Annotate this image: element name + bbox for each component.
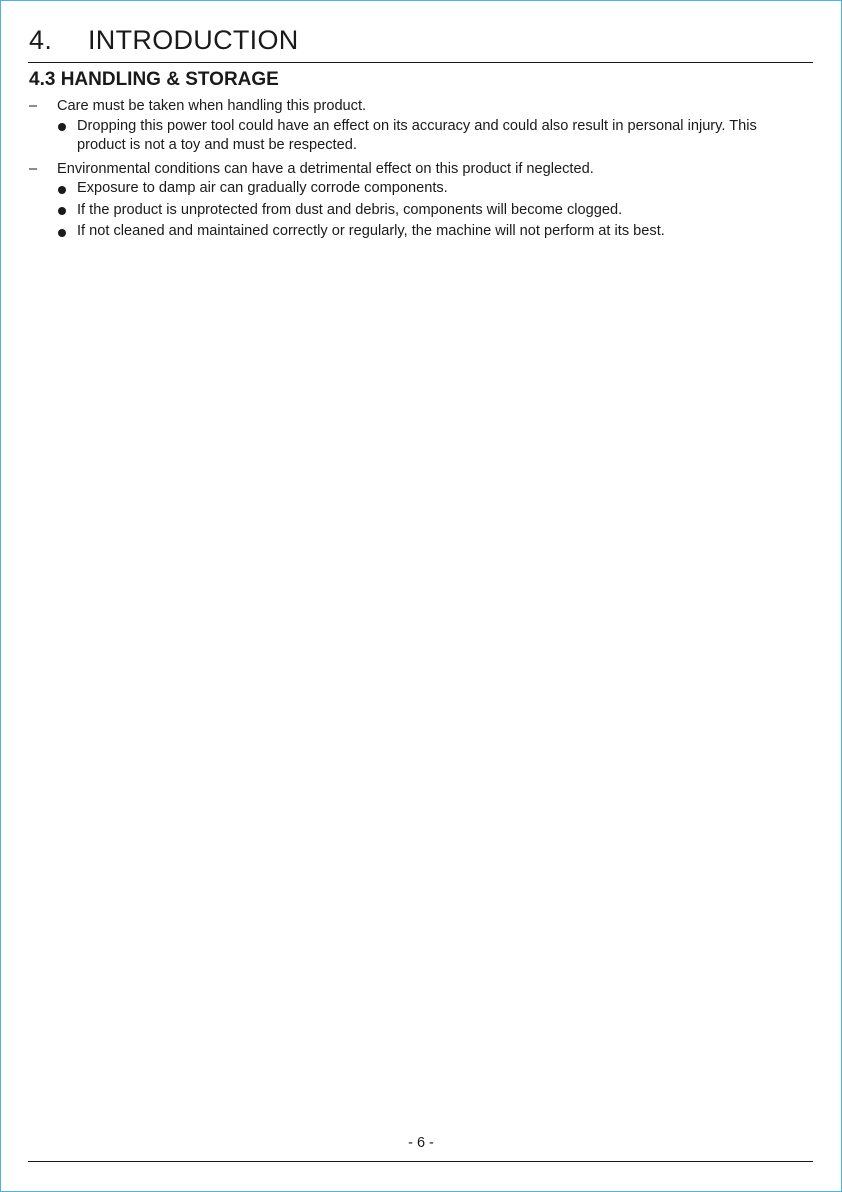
dash-marker: – <box>29 160 38 177</box>
bullet-list <box>57 179 809 242</box>
bullet-text: Exposure to damp air can gradually corrode components. <box>77 180 448 196</box>
bullet-item <box>57 201 809 221</box>
bullet-dot-icon <box>58 207 66 215</box>
bullet-text: If not cleaned and maintained correctly or regularly, the machine will not perform at its best. <box>77 223 665 239</box>
dash-marker: – <box>29 98 38 114</box>
dash-item-handling <box>29 97 809 156</box>
bullet-text: If the product is unprotected from dust and debris, components will become clogged. <box>77 201 623 218</box>
bullet-text: Dropping this power tool could have an effect on its accuracy and could also result in personal injury. This product is not a toy and must be respected. <box>77 117 757 153</box>
bullet-item <box>57 179 809 199</box>
section-body <box>29 97 809 242</box>
footer-rule <box>28 1161 813 1162</box>
dash-item-environment <box>29 160 809 242</box>
chapter-title: INTRODUCTION <box>88 25 299 55</box>
header-rule <box>28 62 813 63</box>
chapter-heading <box>29 25 299 56</box>
bullet-item <box>57 222 809 242</box>
bullet-dot-icon <box>58 229 66 237</box>
section-heading: 4.3 HANDLING & STORAGE <box>29 69 279 90</box>
bullet-dot-icon <box>58 123 66 131</box>
dash-item-text: Care must be taken when handling this product. <box>57 98 367 114</box>
bullet-item <box>57 117 809 156</box>
dash-item-text: Environmental conditions can have a detrimental effect on this product if neglected. <box>57 160 594 177</box>
chapter-number: 4. <box>29 25 53 55</box>
bullet-dot-icon <box>58 186 66 194</box>
bullet-list <box>57 117 809 156</box>
page-number: - 6 - <box>408 1135 434 1151</box>
